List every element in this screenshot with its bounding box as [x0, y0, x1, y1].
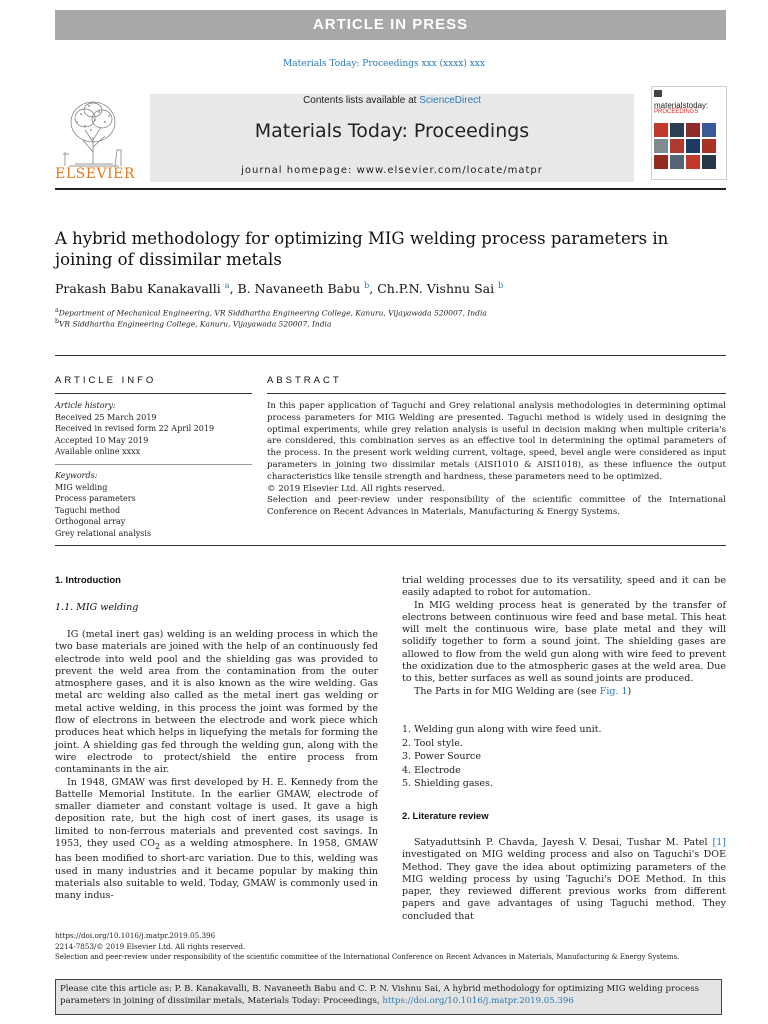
contents-line	[150, 95, 634, 106]
keyword-item: Taguchi method	[55, 505, 121, 515]
journal-cover-image[interactable]	[651, 86, 727, 180]
journal-title: Materials Today: Proceedings	[254, 120, 530, 142]
paragraph: In MIG welding process heat is generated by the transfer of electrons between continuous wire feed and base metal. This heat will melt the continuous wire, base plate metal and they will solidify together to form a sound joint. The shielding gases are allowed to flow from the weld gun along with wire feed to prevent the oxidization due to the atmospheric gases at the weld area. Due to this, better surfaces as well as sound joints are produced.	[402, 599, 726, 685]
figure-link[interactable]: Fig. 1	[599, 685, 628, 697]
article-history	[55, 400, 214, 458]
literature-body	[402, 837, 726, 923]
header-divider	[55, 188, 726, 190]
paragraph: Satyaduttsinh P. Chavda, Jayesh V. Desai, Tushar M. Patel [1] investigated on MIG welding process and also on Taguchi's DOE Method. They gave the idea about optimizing parameters of the MIG welding process by using Taguchi's DOE Method. In this paper, they reviewed different previous works from different papers and gave advantages of using Taguchi method. They concluded that	[402, 837, 726, 922]
title-divider	[55, 355, 726, 356]
article-info-rule	[55, 393, 252, 394]
paragraph: The Parts in for MIG Welding are (see Fig. 1)	[414, 685, 632, 697]
list-item: 4. Electrode	[402, 764, 461, 776]
article-info-heading: ARTICLE INFO	[55, 375, 157, 386]
right-column-body	[402, 575, 726, 698]
abstract-divider	[55, 545, 726, 546]
keywords	[55, 470, 151, 539]
keyword-item: MIG welding	[55, 482, 108, 492]
author-list: Prakash Babu Kanakavalli $^a$, B. Navaneeth Babu $^b$, Ch.P.N. Vishnu Sai $^b$	[55, 281, 504, 297]
footer-peer-review: Selection and peer-review under responsibility of the scientific committee of the International Conference on Recent Advances in Materials, Manufacturing & Energy Systems.	[55, 953, 680, 961]
abstract-rule	[267, 393, 726, 394]
abstract-text: In this paper application of Taguchi and Grey relational analysis methodologies in determining optimal process parameters for MIG Welding are presented. Taguchi method is widely used in designing the optimal experiments, while grey relation analysis is useful in decision making when multiple criteria's are considered, this combination serves as an effective tool in determining the optimal parameters of the process. In the present work welding current, voltage, speed, bevel angle were considered as input parameters in joining two dissimilar metals (AISI1010 & AISI1018), as these influence the output characteristics like tensile strength and hardness, these parameters need to be optimized.	[267, 401, 726, 482]
elsevier-wordmark: ELSEVIER	[55, 166, 135, 182]
citation-box	[55, 979, 722, 1015]
parts-list	[402, 723, 602, 791]
abstract-body	[267, 401, 726, 519]
cover-subtitle: PROCEEDINGS	[654, 109, 699, 115]
section-heading: 1. Introduction	[55, 575, 121, 586]
reference-link[interactable]: [1]	[712, 837, 726, 848]
contents-prefix: Contents lists available at	[303, 95, 420, 106]
subsection-heading: 1.1. MIG welding	[55, 602, 139, 613]
list-item: 2. Tool style.	[402, 737, 463, 749]
list-item: 5. Shielding gases.	[402, 778, 493, 790]
journal-homepage[interactable]: journal homepage: www.elsevier.com/locate/matpr	[241, 165, 543, 176]
citation-text: Please cite this article as: P. B. Kanakavalli, B. Navaneeth Babu and C. P. N. Vishnu Sai, A hybrid methodology for optimizing MIG welding process parameters in joining of dissimilar metals, Materials Today: Proceedings,	[60, 984, 700, 1006]
history-item: Received in revised form 22 April 2019	[55, 424, 215, 433]
keyword-item: Orthogonal array	[55, 517, 126, 526]
intro-body	[55, 629, 378, 902]
journal-reference[interactable]: Materials Today: Proceedings xxx (xxxx) xxx	[283, 59, 485, 69]
citation-doi-link[interactable]: https://doi.org/10.1016/j.matpr.2019.05.396	[382, 996, 574, 1006]
keywords-rule	[55, 464, 252, 465]
affiliation: $^a$Department of Mechanical Engineering, VR Siddhartha Engineering College, Kanuru, Vijayawada 520007, India	[55, 307, 487, 318]
paragraph: IG (metal inert gas) welding is an welding process in which the two base materials are joined with the help of an continuously fed electrode into weld pool and the shielding gas was provided to prevent the weld area from the contamination from the outer atmosphere gases, and it is also known as the wire welding. Gas metal arc welding also called as the metal inert gas welding or metal active welding, in this process the joint was formed by the flow of electrons in between the electrode and work piece which produces heat which helps in liquefying the metals for forming the joint. A shielding gas fed through the welding gun, along with the wire electrode to protect/shield the entire process from contaminants in the air.	[55, 629, 378, 776]
author-affil-mark[interactable]: b	[498, 281, 504, 290]
list-item: 1. Welding gun along with wire feed unit.	[402, 724, 602, 735]
keyword-item: Grey relational analysis	[55, 528, 152, 538]
abstract-copyright: © 2019 Elsevier Ltd. All rights reserved.	[267, 483, 445, 494]
cover-title: materialstoday:	[654, 101, 709, 110]
history-label: Article history:	[55, 401, 116, 410]
author-name: Prakash Babu Kanakavalli	[55, 281, 221, 297]
article-in-press-banner: ARTICLE IN PRESS	[55, 10, 726, 40]
issn-line: 2214-7853/© 2019 Elsevier Ltd. All rights reserved.	[55, 942, 246, 951]
list-item: 3. Power Source	[402, 751, 481, 763]
keywords-label: Keywords:	[55, 471, 98, 480]
sciencedirect-link[interactable]: ScienceDirect	[419, 95, 481, 106]
affiliation: $^b$VR Siddhartha Engineering College, Kanuru, Vijayawada 520007, India	[55, 318, 332, 329]
history-item: Received 25 March 2019	[55, 412, 157, 422]
author-name: B. Navaneeth Babu	[237, 281, 361, 297]
abstract-peer-review: Selection and peer-review under responsibility of the scientific committee of the International Conference on Recent Advances in Materials, Manufacturing & Energy Systems.	[267, 495, 726, 518]
abstract-heading: ABSTRACT	[267, 375, 342, 386]
history-item: Available online xxxx	[55, 447, 141, 456]
history-item: Accepted 10 May 2019	[55, 435, 149, 445]
paragraph: In 1948, GMAW was first developed by H. E. Kennedy from the Battelle Memorial Institute. In the earlier GMAW, electrode of smaller diameter and constant voltage is used. It gave a high deposition rate, but the high cost of inert gases, its usage is limited to non-ferrous materials and prevented cost savings. In 1953, they used $CO_2$ as a welding atmosphere. In 1958, GMAW has been modified to short-arc variation. Due to this, welding was used in many industries and it became popular by making thin materials also suitable to weld. Today, GMAW is commonly used in many indus-	[55, 776, 378, 902]
author-affil-mark[interactable]: b	[364, 281, 370, 290]
paragraph: trial welding processes due to its versatility, speed and it can be easily adapted to robot for automation.	[402, 575, 726, 599]
author-name: Ch.P.N. Vishnu Sai	[377, 281, 495, 297]
article-title: A hybrid methodology for optimizing MIG welding process parameters in joining of dissimilar metals	[55, 229, 669, 269]
keyword-item: Process parameters	[55, 494, 136, 503]
section-heading: 2. Literature review	[402, 811, 489, 822]
author-affil-mark[interactable]: a	[224, 281, 230, 290]
doi-link[interactable]: https://doi.org/10.1016/j.matpr.2019.05.396	[55, 931, 216, 940]
